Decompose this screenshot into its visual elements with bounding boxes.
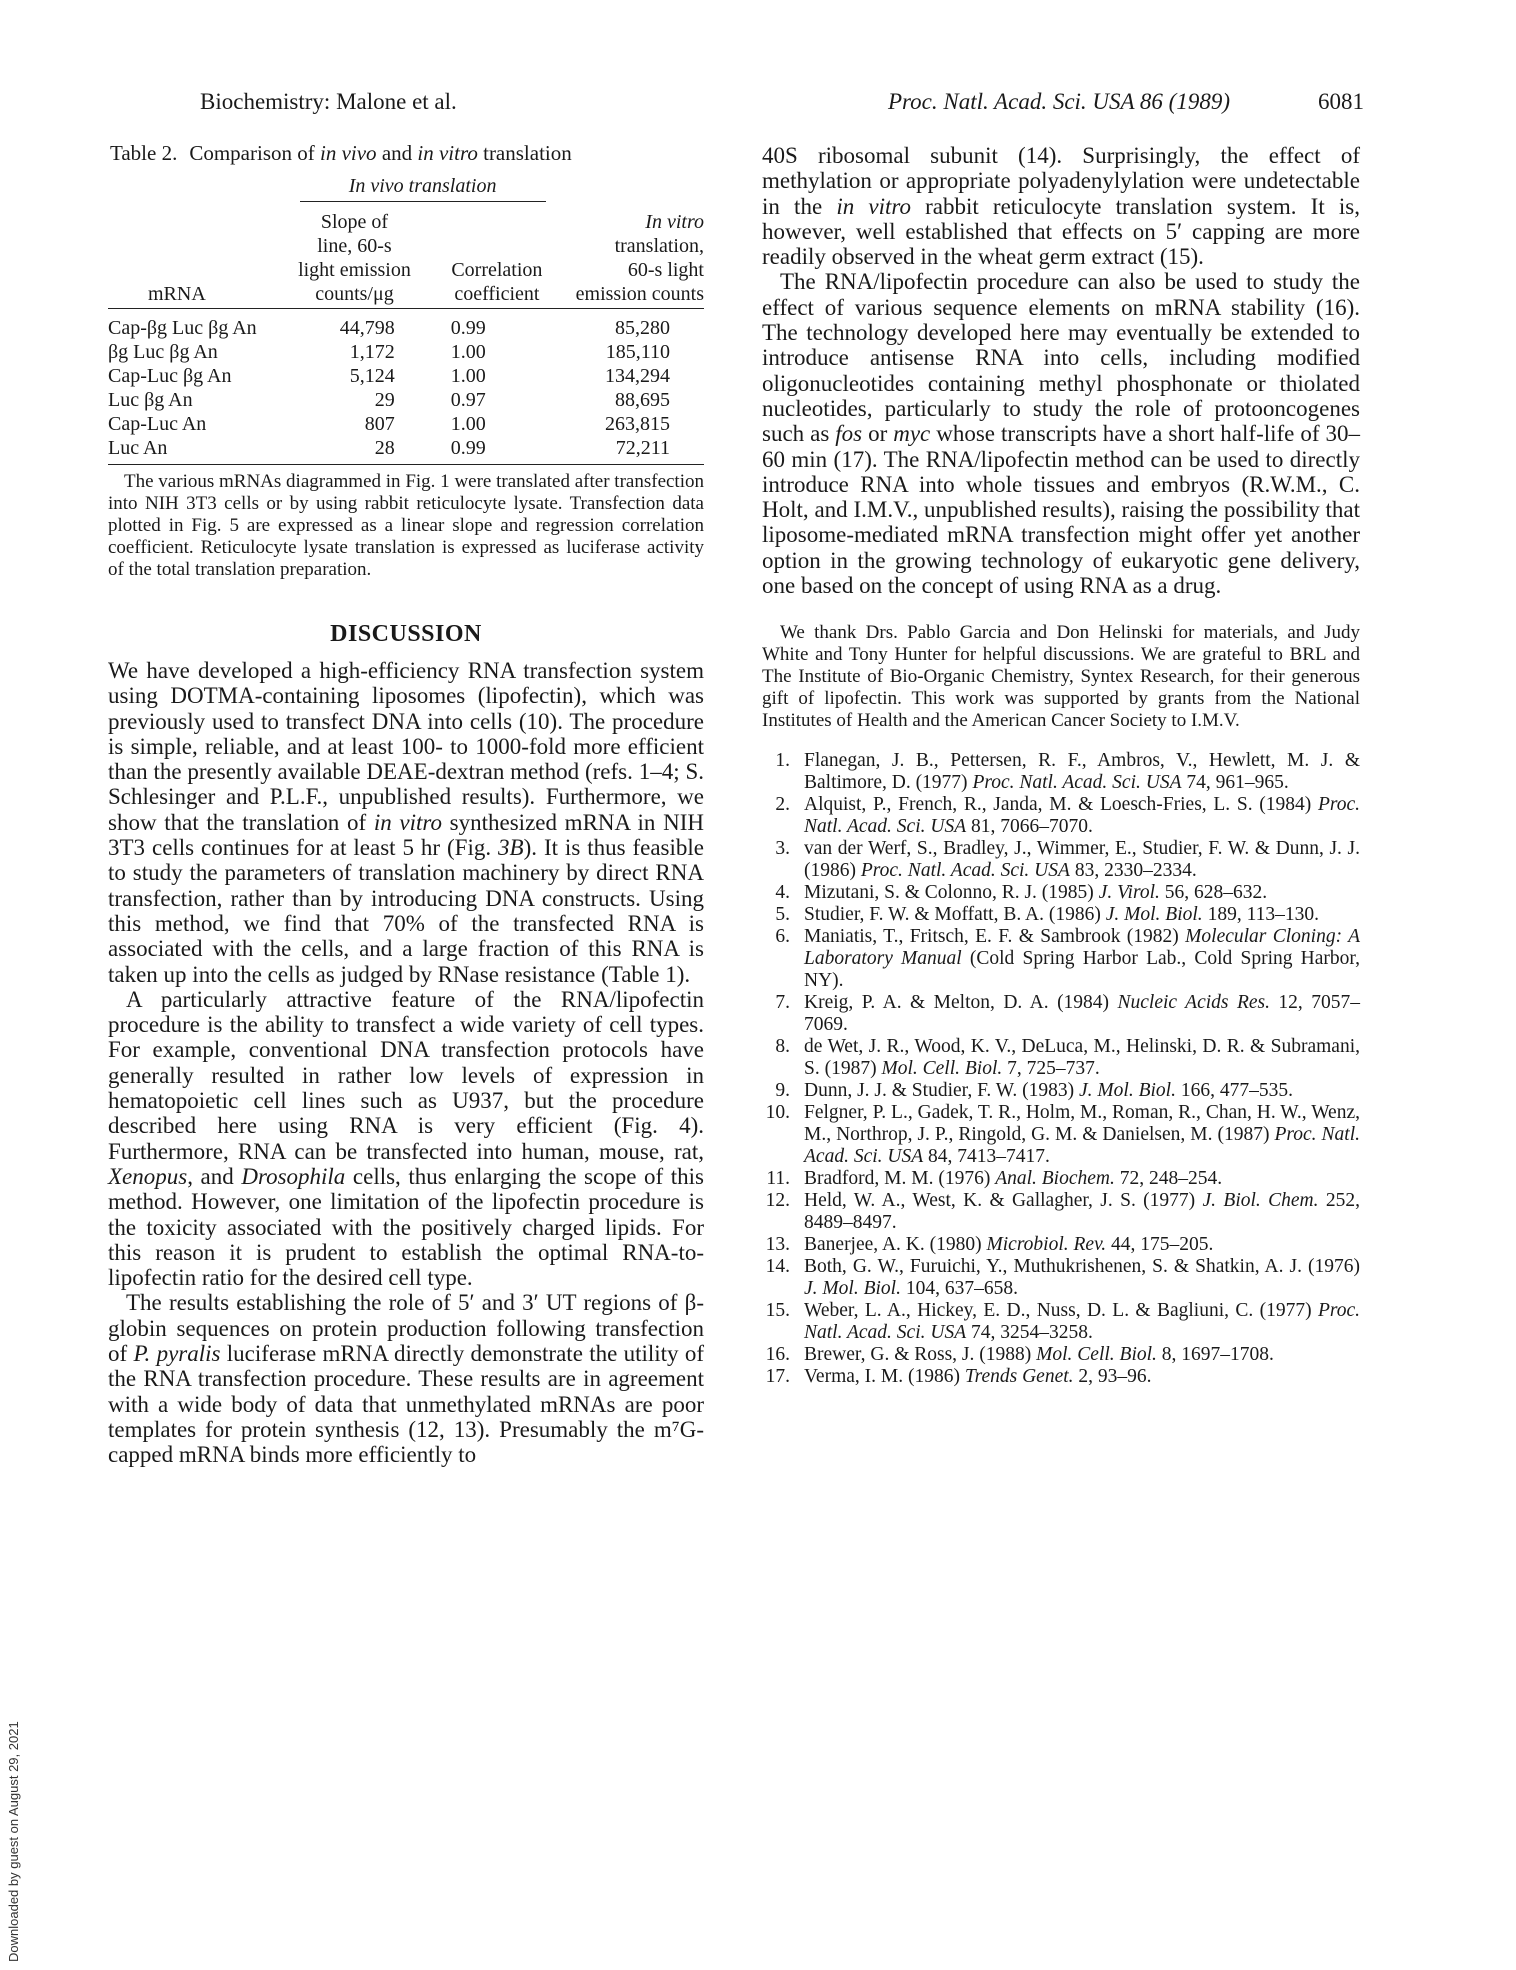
reference-item — [762, 1234, 1360, 1256]
group-header: In vivo translation — [280, 171, 565, 202]
reference-number: 9. — [775, 1080, 790, 1102]
running-header-journal: Proc. Natl. Acad. Sci. USA 86 (1989) — [888, 89, 1230, 114]
reference-item — [762, 1300, 1360, 1344]
discussion-heading: DISCUSSION — [330, 621, 482, 647]
reference-text: Kreig, P. A. & Melton, D. A. (1984) Nucleic Acids Res. 12, 7057–7069. — [804, 992, 1361, 1036]
reference-item — [762, 838, 1360, 882]
cell-in-vitro: 263,815 — [605, 413, 670, 435]
reference-number: 17. — [765, 1366, 790, 1388]
reference-text: Flanegan, J. B., Pettersen, R. F., Ambros, V., Hewlett, M. J. & Baltimore, D. (1977) Proc. Natl. Acad. Sci. USA 74, 961–965. — [804, 750, 1360, 794]
cell-slope: 1,172 — [349, 341, 395, 363]
cell-correlation: 0.99 — [450, 437, 486, 459]
reference-item — [762, 882, 1360, 904]
table-row — [108, 436, 704, 465]
cell-correlation: 1.00 — [450, 341, 486, 363]
reference-number: 8. — [775, 1036, 790, 1058]
reference-item — [762, 1036, 1360, 1080]
reference-text: Bradford, M. M. (1976) Anal. Biochem. 72, 248–254. — [804, 1168, 1223, 1190]
reference-text: Banerjee, A. K. (1980) Microbiol. Rev. 44, 175–205. — [804, 1234, 1214, 1256]
col-header-slope: Slope of line, 60-s light emission counts/μg — [298, 211, 411, 305]
table-row — [108, 340, 704, 364]
reference-item — [762, 1344, 1360, 1366]
cell-in-vitro: 72,211 — [615, 437, 670, 459]
table-footnote: The various mRNAs diagrammed in Fig. 1 were translated after transfection into NIH 3T3 cells or by using rabbit reticulocyte lysate. Transfection data plotted in Fig. 5 are expressed as a linear slope and regression correlation coefficient. Reticulocyte lysate translation is expressed as luciferase activity of the total translation preparation. — [108, 471, 704, 580]
cell-mrna: Cap-βg Luc βg An — [108, 317, 257, 339]
table-caption — [110, 140, 704, 166]
page-number: 6081 — [1318, 89, 1364, 114]
cell-in-vitro: 185,110 — [605, 341, 670, 363]
body-paragraph: The RNA/lipofectin procedure can also be used to study the effect of various sequence elements on mRNA stability (16). The technology developed here may eventually be extended to introduce antisense RNA into cells, including modified oligonucleotides containing methyl phosphonate or thiolated nucleotides, particularly to study the role of protooncogenes such as fos or myc whose transcripts have a short half-life of 30–60 min (17). The RNA/lipofectin method can be used to directly introduce RNA into whole tissues and embryos (R.W.M., C. Holt, and I.M.V., unpublished results), raising the possibility that liposome-mediated mRNA transfection might offer yet another option in the growing technology of eukaryotic gene delivery, one based on the concept of using RNA as a drug. — [762, 269, 1360, 599]
reference-text: Held, W. A., West, K. & Gallagher, J. S. (1977) J. Biol. Chem. 252, 8489–8497. — [804, 1190, 1360, 1234]
cell-correlation: 0.99 — [450, 317, 486, 339]
cell-slope: 5,124 — [349, 365, 395, 387]
reference-item — [762, 904, 1360, 926]
cell-mrna: Luc βg An — [108, 389, 193, 411]
reference-number: 7. — [775, 992, 790, 1014]
reference-item — [762, 1102, 1360, 1168]
reference-text: Mizutani, S. & Colonno, R. J. (1985) J. Virol. 56, 628–632. — [804, 882, 1268, 904]
reference-text: Dunn, J. J. & Studier, F. W. (1983) J. Mol. Biol. 166, 477–535. — [804, 1080, 1293, 1102]
reference-number: 11. — [766, 1168, 790, 1190]
reference-text: Weber, L. A., Hickey, E. D., Nuss, D. L. & Bagliuni, C. (1977) Proc. Natl. Acad. Sci. USA 74, 3254–3258. — [804, 1300, 1360, 1344]
col-header-in-vitro: In vitro translation, 60-s light emission counts — [575, 211, 704, 305]
reference-number: 13. — [765, 1234, 790, 1256]
reference-item — [762, 1080, 1360, 1102]
reference-text: Studier, F. W. & Moffatt, B. A. (1986) J. Mol. Biol. 189, 113–130. — [804, 904, 1319, 926]
reference-number: 16. — [765, 1344, 790, 1366]
reference-number: 2. — [775, 794, 790, 816]
download-note: Downloaded by guest on August 29, 2021 — [6, 1721, 21, 1962]
table-row — [108, 388, 704, 412]
reference-number: 6. — [775, 926, 790, 948]
reference-number: 14. — [765, 1256, 790, 1278]
col-header-correlation: Correlation coefficient — [451, 259, 543, 305]
reference-number: 15. — [765, 1300, 790, 1322]
reference-number: 12. — [765, 1190, 790, 1212]
left-column — [108, 140, 704, 1468]
reference-number: 5. — [775, 904, 790, 926]
reference-number: 1. — [775, 750, 790, 772]
reference-text: de Wet, J. R., Wood, K. V., DeLuca, M., Helinski, D. R. & Subramani, S. (1987) Mol. Cell. Biol. 7, 725–737. — [804, 1036, 1360, 1080]
reference-text: Both, G. W., Furuichi, Y., Muthukrishenen, S. & Shatkin, A. J. (1976) J. Mol. Biol. 104, 637–658. — [804, 1256, 1360, 1300]
discussion-paragraph: We have developed a high-efficiency RNA transfection system using DOTMA-containing liposomes (lipofectin), which was previously used to transfect DNA into cells (10). The procedure is simple, reliable, and at least 100- to 1000-fold more efficient than the presently available DEAE-dextran method (refs. 1–4; S. Schlesinger and P.L.F., unpublished results). Furthermore, we show that the translation of in vitro synthesized mRNA in NIH 3T3 cells continues for at least 5 hr (Fig. 3B). It is thus feasible to study the parameters of translation machinery by direct RNA transfection, rather than by introducing DNA constructs. Using this method, we find that 70% of the transfected RNA is associated with the cells, and a large fraction of this RNA is taken up into the cells as judged by RNase resistance (Table 1). — [108, 658, 704, 987]
cell-mrna: Cap-Luc βg An — [108, 365, 232, 387]
discussion-paragraph: A particularly attractive feature of the RNA/lipofectin procedure is the ability to transfect a wide variety of cell types. For example, conventional DNA transfection protocols have generally resulted in rather low levels of expression in hematopoietic cell lines such as U937, but the procedure described here using RNA is very efficient (Fig. 4). Furthermore, RNA can be transfected into human, mouse, rat, Xenopus, and Drosophila cells, thus enlarging the scope of this method. However, one limitation of the lipofectin procedure is the toxicity associated with the positively charged lipids. For this reason it is prudent to establish the optimal RNA-to-lipofectin ratio for the desired cell type. — [108, 986, 704, 1291]
reference-item — [762, 1256, 1360, 1300]
cell-mrna: Luc An — [108, 437, 168, 459]
cell-slope: 29 — [374, 389, 395, 411]
reference-number: 10. — [765, 1102, 790, 1124]
cell-correlation: 1.00 — [450, 413, 486, 435]
reference-number: 4. — [775, 882, 790, 904]
reference-text: Felgner, P. L., Gadek, T. R., Holm, M., Roman, R., Chan, H. W., Wenz, M., Northrop, J. P., Ringold, G. M. & Danielsen, M. (1987) Proc. Natl. Acad. Sci. USA 84, 7413–7417. — [804, 1102, 1360, 1168]
cell-correlation: 1.00 — [450, 365, 486, 387]
running-header-authors: Biochemistry: Malone et al. — [200, 89, 457, 114]
reference-list — [762, 750, 1360, 1388]
reference-item — [762, 750, 1360, 794]
reference-text: Verma, I. M. (1986) Trends Genet. 2, 93–96. — [804, 1366, 1152, 1388]
reference-text: Brewer, G. & Ross, J. (1988) Mol. Cell. Biol. 8, 1697–1708. — [804, 1344, 1274, 1366]
body-paragraph: 40S ribosomal subunit (14). Surprisingly, the effect of methylation or appropriate polyadenylylation were undetectable in the in vitro rabbit reticulocyte translation system. It is, however, well established that effects on 5′ capping are more readily observed in the wheat germ extract (15). — [762, 143, 1360, 270]
table-title: Comparison of in vivo and in vitro translation — [189, 141, 572, 165]
cell-mrna: βg Luc βg An — [108, 341, 218, 363]
reference-text: Maniatis, T., Fritsch, E. F. & Sambrook (1982) Molecular Cloning: A Laboratory Manual (Cold Spring Harbor Lab., Cold Spring Harbor, NY). — [804, 926, 1360, 992]
reference-item — [762, 1168, 1360, 1190]
table-label: Table 2. — [110, 141, 178, 165]
acknowledgment: We thank Drs. Pablo Garcia and Don Helinski for materials, and Judy White and Tony Hunter for helpful discussions. We are grateful to BRL and The Institute of Bio-Organic Chemistry, Syntex Research, for their generous gift of lipofectin. This work was supported by grants from the National Institutes of Health and the American Cancer Society to I.M.V. — [762, 622, 1360, 732]
reference-item — [762, 794, 1360, 838]
reference-item — [762, 926, 1360, 992]
table-row — [108, 309, 704, 341]
reference-item — [762, 1366, 1360, 1388]
col-header-mrna: mRNA — [148, 283, 206, 305]
cell-slope: 28 — [374, 437, 395, 459]
right-column — [762, 143, 1360, 1388]
reference-item — [762, 992, 1360, 1036]
cell-slope: 807 — [364, 413, 395, 435]
reference-text: Alquist, P., French, R., Janda, M. & Loesch-Fries, L. S. (1984) Proc. Natl. Acad. Sci. USA 81, 7066–7070. — [804, 794, 1360, 838]
cell-mrna: Cap-Luc An — [108, 413, 207, 435]
reference-number: 3. — [775, 838, 790, 860]
cell-in-vitro: 134,294 — [605, 365, 670, 387]
reference-item — [762, 1190, 1360, 1234]
discussion-paragraph: The results establishing the role of 5′ and 3′ UT regions of β-globin sequences on protein production following transfection of P. pyralis luciferase mRNA directly demonstrate the utility of the RNA transfection procedure. These results are in agreement with a wide body of data that unmethylated mRNAs are poor templates for protein synthesis (12, 13). Presumably the m⁷G-capped mRNA binds more efficiently to — [108, 1290, 704, 1468]
cell-slope: 44,798 — [339, 317, 395, 339]
comparison-table — [108, 171, 704, 465]
table-row — [108, 364, 704, 388]
cell-in-vitro: 85,280 — [615, 317, 670, 339]
reference-text: van der Werf, S., Bradley, J., Wimmer, E., Studier, F. W. & Dunn, J. J. (1986) Proc. Natl. Acad. Sci. USA 83, 2330–2334. — [804, 838, 1360, 882]
table-row — [108, 412, 704, 436]
cell-correlation: 0.97 — [450, 389, 486, 411]
cell-in-vitro: 88,695 — [615, 389, 670, 411]
